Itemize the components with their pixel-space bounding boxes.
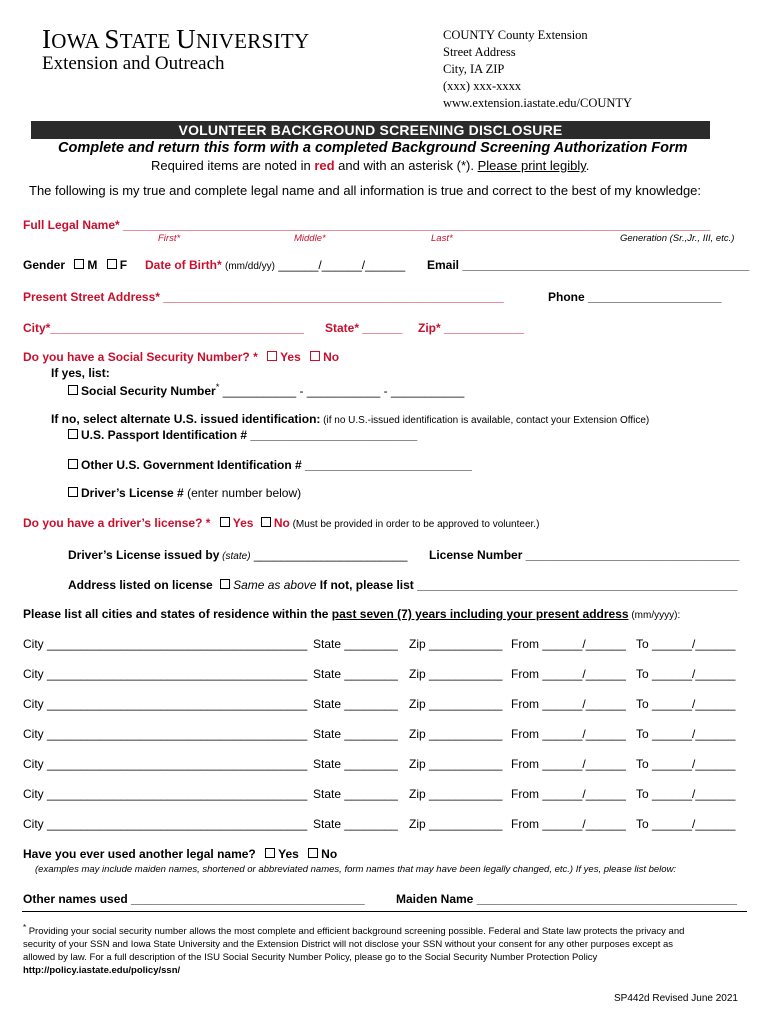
residence-state-field[interactable]: State ________ [313, 637, 398, 651]
passport-id-field[interactable]: U.S. Passport Identification # _________________________ [68, 428, 417, 442]
residence-to-field[interactable]: To ______/______ [636, 667, 736, 681]
intro-statement: The following is my true and complete legal name and all information is true and correct to the best of my knowledge: [29, 183, 702, 198]
other-gov-id-field[interactable]: Other U.S. Government Identification # _________________________ [68, 458, 472, 472]
required-note: Required items are noted in red and with an asterisk (*). Please print legibly. [151, 158, 590, 173]
residence-state-field[interactable]: State ________ [313, 697, 398, 711]
gender-label: Gender [23, 258, 66, 272]
ssn-yes-checkbox[interactable] [267, 351, 277, 361]
street-address-field[interactable]: Present Street Address* ___________________________________________________ [23, 290, 504, 304]
state-field[interactable]: State* ______ [325, 321, 403, 335]
residence-from-field[interactable]: From ______/______ [511, 697, 626, 711]
dl-yes-checkbox[interactable] [220, 517, 230, 527]
residence-state-field[interactable]: State ________ [313, 757, 398, 771]
residence-to-field[interactable]: To ______/______ [636, 817, 736, 831]
maiden-name-field[interactable]: Maiden Name _______________________________________ [396, 892, 737, 906]
other-name-no-checkbox[interactable] [308, 848, 318, 858]
middle-name-caption: Middle* [294, 233, 326, 244]
other-legal-name-question: Have you ever used another legal name? Yes No [23, 847, 338, 861]
address-line: Street Address [443, 45, 516, 59]
generation-caption: Generation (Sr.,Jr., III, etc.) [620, 233, 735, 244]
drivers-license-question: Do you have a driver’s license? * Yes No (Must be provided in order to be approved to volunteer.) [23, 516, 540, 530]
gender-m-label: M [87, 258, 98, 272]
residence-from-field[interactable]: From ______/______ [511, 757, 626, 771]
residence-state-field[interactable]: State ________ [313, 727, 398, 741]
dl-no-checkbox[interactable] [261, 517, 271, 527]
residence-city-field[interactable]: City _______________________________________ [23, 727, 308, 741]
zip-field[interactable]: Zip* ____________ [418, 321, 525, 335]
email-field[interactable]: Email ___________________________________________ [427, 258, 750, 272]
residence-city-field[interactable]: City _______________________________________ [23, 667, 308, 681]
residence-state-field[interactable]: State ________ [313, 667, 398, 681]
residence-city-field[interactable]: City _______________________________________ [23, 787, 308, 801]
address-line: City, IA ZIP [443, 62, 505, 76]
logo-subtitle: Extension and Outreach [42, 53, 225, 74]
other-names-field[interactable]: Other names used ___________________________________ [23, 892, 365, 906]
residence-city-field[interactable]: City _______________________________________ [23, 697, 308, 711]
residence-to-field[interactable]: To ______/______ [636, 637, 736, 651]
license-address-field[interactable]: Address listed on license Same as above If not, please list ________________________________________________ [68, 578, 738, 592]
passport-checkbox[interactable] [68, 429, 78, 439]
gender-f-checkbox[interactable] [107, 259, 117, 269]
city-field[interactable]: City*______________________________________ [23, 321, 304, 335]
ssn-policy-link[interactable]: http://policy.iastate.edu/policy/ssn/ [23, 965, 181, 977]
residence-zip-field[interactable]: Zip ___________ [409, 817, 503, 831]
gender-field [23, 258, 127, 272]
residence-city-field[interactable]: City _______________________________________ [23, 817, 308, 831]
ssn-footnote: * Providing your social security number allows the most complete and efficient background screening possible. Federal and State law protects the privacy and security of your SSN and Iowa State University and the Extension District will not disclose your SSN without your consent for any other purposes except as allowed by law. For a full description of the ISU Social Security Number Policy, please go to the Social Security Number Protection Policy http://policy.iastate.edu/policy/ssn/ [23, 923, 685, 977]
ssn-question: Do you have a Social Security Number? * Yes No [23, 350, 340, 364]
residence-zip-field[interactable]: Zip ___________ [409, 667, 503, 681]
ssn-number-field[interactable]: Social Security Number* ___________ - ___________ - ___________ [68, 382, 464, 398]
residence-state-field[interactable]: State ________ [313, 817, 398, 831]
residence-zip-field[interactable]: Zip ___________ [409, 757, 503, 771]
full-legal-name-field[interactable]: Full Legal Name* ________________________________________________________________________________________ [23, 218, 711, 232]
university-logo-wordmark: IOWA STATE UNIVERSITY [42, 24, 310, 54]
residence-to-field[interactable]: To ______/______ [636, 757, 736, 771]
residence-history-heading: Please list all cities and states of residence within the past seven (7) years including your present address (mm/yyyy): [23, 607, 681, 621]
ssn-number-checkbox[interactable] [68, 385, 78, 395]
dob-field[interactable]: Date of Birth* (mm/dd/yy) ______/______/______ [145, 258, 406, 272]
form-title-banner: VOLUNTEER BACKGROUND SCREENING DISCLOSURE [31, 121, 710, 139]
residence-from-field[interactable]: From ______/______ [511, 817, 626, 831]
county-address-block [443, 27, 632, 112]
gender-m-checkbox[interactable] [74, 259, 84, 269]
ssn-if-yes-label: If yes, list: [51, 366, 110, 380]
residence-from-field[interactable]: From ______/______ [511, 787, 626, 801]
other-gov-id-checkbox[interactable] [68, 459, 78, 469]
residence-from-field[interactable]: From ______/______ [511, 727, 626, 741]
residence-zip-field[interactable]: Zip ___________ [409, 727, 503, 741]
residence-to-field[interactable]: To ______/______ [636, 727, 736, 741]
form-subtitle: Complete and return this form with a completed Background Screening Authorization Form [58, 140, 688, 156]
last-name-caption: Last* [431, 233, 453, 244]
drivers-license-checkbox[interactable] [68, 487, 78, 497]
ssn-no-checkbox[interactable] [310, 351, 320, 361]
first-name-caption: First* [158, 233, 181, 244]
other-name-yes-checkbox[interactable] [265, 848, 275, 858]
residence-state-field[interactable]: State ________ [313, 787, 398, 801]
same-as-above-checkbox[interactable] [220, 579, 230, 589]
residence-zip-field[interactable]: Zip ___________ [409, 787, 503, 801]
drivers-license-id-option[interactable]: Driver’s License # (enter number below) [68, 486, 301, 500]
residence-from-field[interactable]: From ______/______ [511, 637, 626, 651]
address-line: www.extension.iastate.edu/COUNTY [443, 96, 633, 110]
address-line: COUNTY County Extension [443, 28, 588, 42]
license-number-field[interactable]: License Number ________________________________ [429, 548, 740, 562]
alternate-id-label: If no, select alternate U.S. issued identification: (if no U.S.-issued identification is available, contact your Extension Office) [51, 412, 650, 426]
residence-zip-field[interactable]: Zip ___________ [409, 637, 503, 651]
dl-issued-by-field[interactable]: Driver’s License issued by (state) _______________________ [68, 548, 408, 562]
footnote-divider [22, 911, 747, 912]
phone-field[interactable]: Phone ____________________ [548, 290, 722, 304]
residence-city-field[interactable]: City _______________________________________ [23, 757, 308, 771]
residence-zip-field[interactable]: Zip ___________ [409, 697, 503, 711]
other-name-examples: (examples may include maiden names, shortened or abbreviated names, form names that may have been legally changed, etc.) If yes, please list below: [35, 864, 677, 875]
residence-to-field[interactable]: To ______/______ [636, 787, 736, 801]
address-line: (xxx) xxx-xxxx [443, 79, 522, 93]
gender-f-label: F [119, 258, 128, 272]
residence-to-field[interactable]: To ______/______ [636, 697, 736, 711]
residence-city-field[interactable]: City _______________________________________ [23, 637, 308, 651]
residence-from-field[interactable]: From ______/______ [511, 667, 626, 681]
form-id: SP442d Revised June 2021 [614, 993, 738, 1004]
